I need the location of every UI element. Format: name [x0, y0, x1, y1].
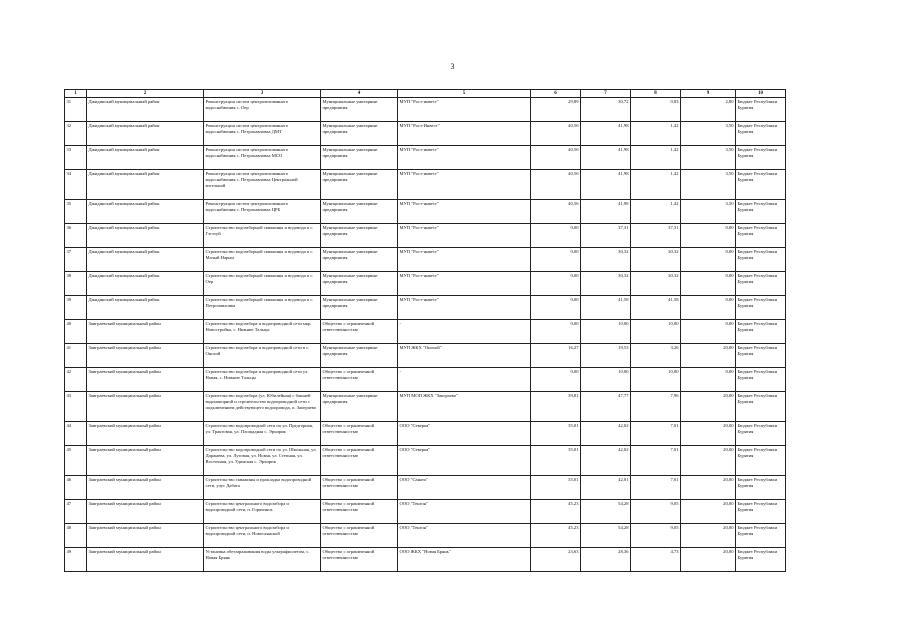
value-col9-cell: 0,00	[681, 320, 736, 344]
row-number: 36	[65, 224, 87, 248]
funding-source-cell: Бюджет Республики Бурятия	[736, 368, 786, 392]
object-cell: Реконструкция систем централизованного водоснабжения с. Петропавловка ДМТ	[204, 122, 321, 146]
value-col6-cell: 35,01	[531, 476, 581, 500]
organization-cell: ООО "Тенгон"	[398, 500, 531, 524]
district-cell: Заиграевский муниципальный район	[87, 392, 204, 422]
table-row	[65, 224, 786, 248]
funding-source-cell: Бюджет Республики Бурятия	[736, 392, 786, 422]
org-type-cell: Муниципальные унитарные предприятия	[321, 122, 398, 146]
district-cell: Заиграевский муниципальный район	[87, 422, 204, 446]
value-col6-cell: 35,01	[531, 422, 581, 446]
value-col8-cell: 10,00	[631, 320, 681, 344]
row-number: 39	[65, 296, 87, 320]
value-col7-cell: 42,02	[581, 446, 631, 476]
value-col6-cell: 39,81	[531, 392, 581, 422]
district-cell: Джидинский муниципальный район	[87, 146, 204, 170]
org-type-cell: Муниципальные унитарные предприятия	[321, 392, 398, 422]
value-col8-cell: 30,32	[631, 272, 681, 296]
value-col9-cell: 20,00	[681, 548, 736, 572]
object-cell: Строительство водопроводной сети по ул. Предгорная, ул. Трактовая, ул. Площадная с. Эрхирик	[204, 422, 321, 446]
row-number: 44	[65, 422, 87, 446]
value-col7-cell: 41,98	[581, 146, 631, 170]
organization-cell: МУП "Рост-инвест"	[398, 248, 531, 272]
organization-cell: МУП МОП ЖКХ "Заиграево"	[398, 392, 531, 422]
value-col9-cell: 0,00	[681, 272, 736, 296]
funding-source-cell: Бюджет Республики Бурятия	[736, 224, 786, 248]
data-table	[64, 89, 786, 572]
value-col8-cell: 1,42	[631, 170, 681, 200]
org-type-cell: Общество с ограниченной ответственностью	[321, 446, 398, 476]
value-col6-cell: 45,23	[531, 500, 581, 524]
value-col8-cell: 4,73	[631, 548, 681, 572]
table-row	[65, 248, 786, 272]
organization-cell: МУП "Рост-инвест"	[398, 224, 531, 248]
org-type-cell: Муниципальные унитарные предприятия	[321, 224, 398, 248]
value-col8-cell: 3,26	[631, 344, 681, 368]
value-col8-cell: 1,42	[631, 146, 681, 170]
organization-cell: -	[398, 368, 531, 392]
value-col8-cell: 7,01	[631, 476, 681, 500]
value-col8-cell: 9,05	[631, 500, 681, 524]
table-row	[65, 170, 786, 200]
value-col7-cell: 19,53	[581, 344, 631, 368]
object-cell: Строительство водозабора (ул. Юбилейная) с башней водонапорной и строительство водопроводной сети с подключением действующего водопровода, п. Заиграево	[204, 392, 321, 422]
value-col6-cell: 40,56	[531, 146, 581, 170]
table-row	[65, 392, 786, 422]
value-col6-cell: 0,00	[531, 272, 581, 296]
row-number: 31	[65, 98, 87, 122]
org-type-cell: Общество с ограниченной ответственностью	[321, 368, 398, 392]
value-col7-cell: 54,28	[581, 500, 631, 524]
table-row	[65, 296, 786, 320]
value-col9-cell: 20,00	[681, 446, 736, 476]
org-type-cell: Муниципальные унитарные предприятия	[321, 344, 398, 368]
district-cell: Заиграевский муниципальный район	[87, 500, 204, 524]
value-col8-cell: 9,05	[631, 524, 681, 548]
value-col6-cell: 0,00	[531, 248, 581, 272]
value-col6-cell: 29,89	[531, 98, 581, 122]
district-cell: Заиграевский муниципальный район	[87, 548, 204, 572]
value-col7-cell: 41,98	[581, 200, 631, 224]
row-number: 33	[65, 146, 87, 170]
funding-source-cell: Бюджет Республики Бурятия	[736, 320, 786, 344]
column-header: 9	[681, 90, 736, 98]
object-cell: Реконструкция систем централизованного водоснабжения с. Петропавловка ЦРБ	[204, 200, 321, 224]
value-col6-cell: 0,00	[531, 320, 581, 344]
district-cell: Джидинский муниципальный район	[87, 224, 204, 248]
value-col6-cell: 0,00	[531, 296, 581, 320]
value-col6-cell: 0,00	[531, 224, 581, 248]
object-cell: Строительство водозабора и водопроводной сети мкр. Новостройка, с. Нижние Тальцы	[204, 320, 321, 344]
value-col6-cell: 35,01	[531, 446, 581, 476]
value-col6-cell: 45,23	[531, 524, 581, 548]
funding-source-cell: Бюджет Республики Бурятия	[736, 446, 786, 476]
funding-source-cell: Бюджет Республики Бурятия	[736, 344, 786, 368]
org-type-cell: Общество с ограниченной ответственностью	[321, 548, 398, 572]
value-col8-cell: 1,42	[631, 200, 681, 224]
row-number: 32	[65, 122, 87, 146]
org-type-cell: Общество с ограниченной ответственностью	[321, 320, 398, 344]
organization-cell: ООО "Тенгон"	[398, 524, 531, 548]
org-type-cell: Общество с ограниченной ответственностью	[321, 476, 398, 500]
funding-source-cell: Бюджет Республики Бурятия	[736, 296, 786, 320]
table-row	[65, 476, 786, 500]
object-cell: Строительство водопроводной сети по ул. Школьная, ул. Даржаева, ул. Луговая, ул. Новая, ул. Степная, ул. Восточная, ул. Удинская с. Эрхирик	[204, 446, 321, 476]
row-number: 35	[65, 200, 87, 224]
table-row	[65, 524, 786, 548]
org-type-cell: Общество с ограниченной ответственностью	[321, 500, 398, 524]
district-cell: Джидинский муниципальный район	[87, 272, 204, 296]
value-col9-cell: 0,00	[681, 296, 736, 320]
table-row	[65, 422, 786, 446]
value-col6-cell: 16,27	[531, 344, 581, 368]
value-col9-cell: 20,00	[681, 392, 736, 422]
value-col6-cell: 23,63	[531, 548, 581, 572]
column-header: 10	[736, 90, 786, 98]
funding-source-cell: Бюджет Республики Бурятия	[736, 476, 786, 500]
row-number: 37	[65, 248, 87, 272]
org-type-cell: Муниципальные унитарные предприятия	[321, 146, 398, 170]
value-col8-cell: 0,83	[631, 98, 681, 122]
funding-source-cell: Бюджет Республики Бурятия	[736, 548, 786, 572]
row-number: 46	[65, 476, 87, 500]
value-col9-cell: 3,50	[681, 170, 736, 200]
value-col7-cell: 10,00	[581, 368, 631, 392]
row-number: 47	[65, 500, 87, 524]
org-type-cell: Общество с ограниченной ответственностью	[321, 422, 398, 446]
value-col9-cell: 0,00	[681, 248, 736, 272]
organization-cell: МУП "Рост-инвест"	[398, 296, 531, 320]
value-col7-cell: 47,77	[581, 392, 631, 422]
organization-cell: МУП "Рост-инвест"	[398, 146, 531, 170]
value-col7-cell: 41,58	[581, 296, 631, 320]
district-cell: Заиграевский муниципальный район	[87, 320, 204, 344]
row-number: 38	[65, 272, 87, 296]
value-col7-cell: 30,72	[581, 98, 631, 122]
value-col6-cell: 40,56	[531, 170, 581, 200]
table-row	[65, 320, 786, 344]
value-col9-cell: 20,00	[681, 422, 736, 446]
org-type-cell: Муниципальные унитарные предприятия	[321, 272, 398, 296]
column-header: 4	[321, 90, 398, 98]
org-type-cell: Муниципальные унитарные предприятия	[321, 200, 398, 224]
district-cell: Заиграевский муниципальный район	[87, 368, 204, 392]
value-col7-cell: 41,98	[581, 170, 631, 200]
district-cell: Заиграевский муниципальный район	[87, 524, 204, 548]
value-col8-cell: 41,58	[631, 296, 681, 320]
org-type-cell: Муниципальные унитарные предприятия	[321, 98, 398, 122]
funding-source-cell: Бюджет Республики Бурятия	[736, 422, 786, 446]
value-col7-cell: 30,32	[581, 248, 631, 272]
table-row	[65, 446, 786, 476]
object-cell: Строительство скважины и прокладка водопроводной сети, улус Дабата	[204, 476, 321, 500]
row-number: 34	[65, 170, 87, 200]
district-cell: Джидинский муниципальный район	[87, 200, 204, 224]
object-cell: Реконструкция систем централизованного водоснабжения с. Петропавловка МСО	[204, 146, 321, 170]
district-cell: Джидинский муниципальный район	[87, 248, 204, 272]
value-col9-cell: 20,00	[681, 524, 736, 548]
value-col7-cell: 54,28	[581, 524, 631, 548]
page-number: 3	[450, 62, 455, 71]
district-cell: Джидинский муниципальный район	[87, 296, 204, 320]
organization-cell: МУП "Рост-инвест"	[398, 170, 531, 200]
column-header: 6	[531, 90, 581, 98]
organization-cell: -	[398, 320, 531, 344]
value-col9-cell: 20,00	[681, 500, 736, 524]
value-col9-cell: 2,80	[681, 98, 736, 122]
funding-source-cell: Бюджет Республики Бурятия	[736, 170, 786, 200]
table-body	[65, 98, 786, 572]
object-cell: Строительство водозаборной скважины и водовода в с. Петропавловка	[204, 296, 321, 320]
organization-cell: МУП "Рост-инвест"	[398, 200, 531, 224]
table-row	[65, 98, 786, 122]
org-type-cell: Общество с ограниченной ответственностью	[321, 524, 398, 548]
funding-source-cell: Бюджет Республики Бурятия	[736, 98, 786, 122]
value-col7-cell: 10,00	[581, 320, 631, 344]
table-row	[65, 200, 786, 224]
column-header: 2	[87, 90, 204, 98]
row-number: 41	[65, 344, 87, 368]
organization-cell: ООО "Северка"	[398, 446, 531, 476]
object-cell: Строительство водозаборной скважины и водовода в с. Малый Нарын	[204, 248, 321, 272]
organization-cell: МУП "Рост-инвест"	[398, 272, 531, 296]
value-col8-cell: 7,01	[631, 446, 681, 476]
district-cell: Джидинский муниципальный район	[87, 122, 204, 146]
value-col7-cell: 42,01	[581, 476, 631, 500]
row-number: 48	[65, 524, 87, 548]
row-number: 42	[65, 368, 87, 392]
value-col6-cell: 40,56	[531, 122, 581, 146]
value-col9-cell: 0,00	[681, 368, 736, 392]
object-cell: Установка обеззараживания воды ультрафиолетом, с. Новая Брянь	[204, 548, 321, 572]
org-type-cell: Муниципальные унитарные предприятия	[321, 296, 398, 320]
row-number: 40	[65, 320, 87, 344]
district-cell: Заиграевский муниципальный район	[87, 476, 204, 500]
object-cell: Строительство водозабора и водопроводной сети в с. Онохой	[204, 344, 321, 368]
organization-cell: ООО ЖКХ "Новая Брянь"	[398, 548, 531, 572]
value-col7-cell: 37,31	[581, 224, 631, 248]
district-cell: Джидинский муниципальный район	[87, 170, 204, 200]
district-cell: Заиграевский муниципальный район	[87, 446, 204, 476]
object-cell: Строительство водозабора и водопроводной сети ул. Новая, с. Нижние Тальцы	[204, 368, 321, 392]
column-header: 7	[581, 90, 631, 98]
table-row	[65, 122, 786, 146]
column-header: 8	[631, 90, 681, 98]
value-col8-cell: 7,01	[631, 422, 681, 446]
value-col8-cell: 1,42	[631, 122, 681, 146]
object-cell: Строительство центрального водозабора и водопроводной сети, п. Новосаянской	[204, 524, 321, 548]
funding-source-cell: Бюджет Республики Бурятия	[736, 272, 786, 296]
value-col6-cell: 40,56	[531, 200, 581, 224]
object-cell: Реконструкция систем централизованного водоснабжения с. Оер	[204, 98, 321, 122]
funding-source-cell: Бюджет Республики Бурятия	[736, 146, 786, 170]
table-row	[65, 272, 786, 296]
value-col8-cell: 7,96	[631, 392, 681, 422]
value-col9-cell: 0,00	[681, 224, 736, 248]
funding-source-cell: Бюджет Республики Бурятия	[736, 248, 786, 272]
value-col8-cell: 37,31	[631, 224, 681, 248]
organization-cell: ООО "Саната"	[398, 476, 531, 500]
funding-source-cell: Бюджет Республики Бурятия	[736, 122, 786, 146]
organization-cell: МУП ЖКХ "Онохой"	[398, 344, 531, 368]
org-type-cell: Муниципальные унитарные предприятия	[321, 170, 398, 200]
value-col9-cell: 3,50	[681, 146, 736, 170]
value-col7-cell: 30,32	[581, 272, 631, 296]
object-cell: Строительство водозаборной скважины и водовода в с. Гэгэтуй	[204, 224, 321, 248]
table-row	[65, 500, 786, 524]
value-col7-cell: 42,02	[581, 422, 631, 446]
object-cell: Строительство центрального водозабора и водопроводной сети, п. Горячинск	[204, 500, 321, 524]
value-col8-cell: 30,32	[631, 248, 681, 272]
column-header: 5	[398, 90, 531, 98]
value-col9-cell: 20,00	[681, 476, 736, 500]
funding-source-cell: Бюджет Республики Бурятия	[736, 200, 786, 224]
row-number: 49	[65, 548, 87, 572]
value-col9-cell: 20,00	[681, 344, 736, 368]
table-header-row	[65, 90, 786, 98]
row-number: 45	[65, 446, 87, 476]
organization-cell: ООО "Северка"	[398, 422, 531, 446]
column-header: 1	[65, 90, 87, 98]
table-row	[65, 368, 786, 392]
organization-cell: МУП "Рост-Инвест"	[398, 122, 531, 146]
column-header: 3	[204, 90, 321, 98]
value-col9-cell: 3,50	[681, 122, 736, 146]
object-cell: Строительство водозаборной скважины и водовода в с. Оер	[204, 272, 321, 296]
funding-source-cell: Бюджет Республики Бурятия	[736, 524, 786, 548]
table-row	[65, 548, 786, 572]
value-col9-cell: 3,50	[681, 200, 736, 224]
row-number: 43	[65, 392, 87, 422]
funding-source-cell: Бюджет Республики Бурятия	[736, 500, 786, 524]
org-type-cell: Муниципальные унитарные предприятия	[321, 248, 398, 272]
table-row	[65, 344, 786, 368]
district-cell: Заиграевский муниципальный район	[87, 344, 204, 368]
table-row	[65, 146, 786, 170]
organization-cell: МУП "Рост-инвест"	[398, 98, 531, 122]
value-col7-cell: 41,98	[581, 122, 631, 146]
value-col8-cell: 10,00	[631, 368, 681, 392]
object-cell: Реконструкция систем централизованного водоснабжения с. Петропавловка Центральной котельной	[204, 170, 321, 200]
value-col7-cell: 28,36	[581, 548, 631, 572]
district-cell: Джидинский муниципальный район	[87, 98, 204, 122]
value-col6-cell: 0,00	[531, 368, 581, 392]
